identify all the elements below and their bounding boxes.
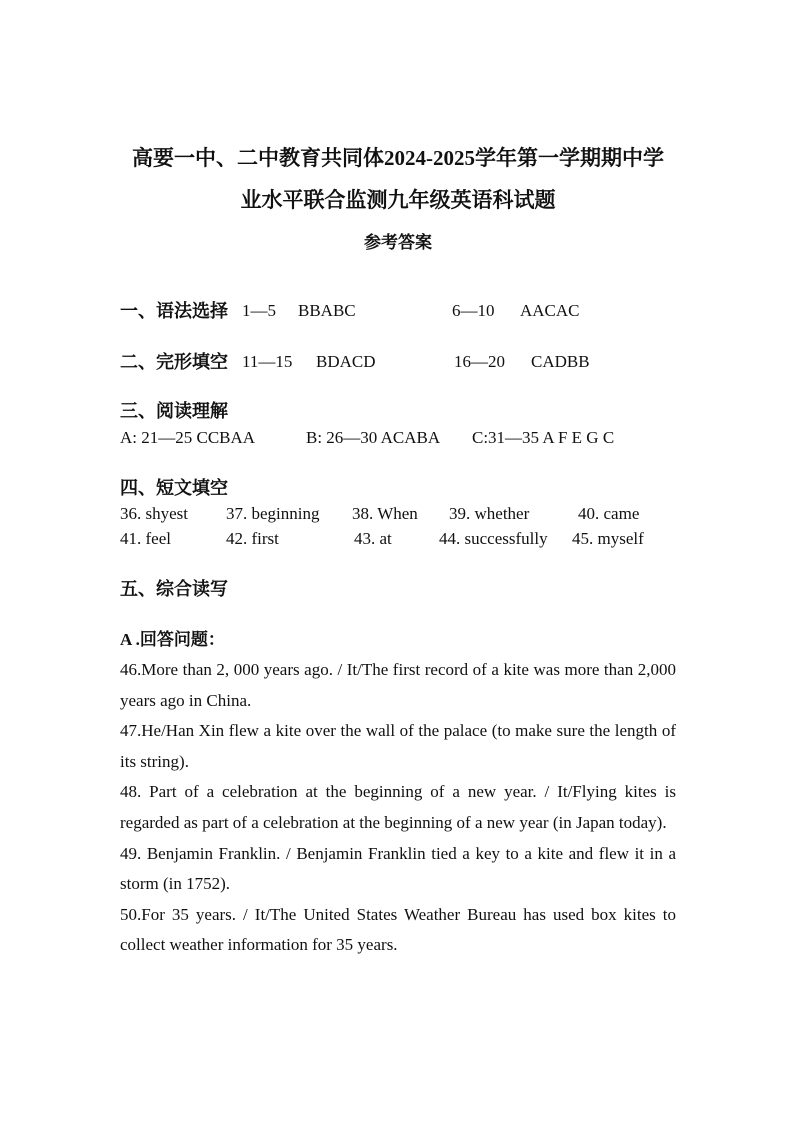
fill-answer: 44. successfully bbox=[439, 529, 548, 548]
subtitle: 参考答案 bbox=[364, 233, 432, 252]
answers: BBABC bbox=[298, 301, 356, 320]
answer-48: 48. Part of a celebration at the beginning of a new year. / It/Flying kites is regarded as part of a celebration at the beginning of a new year (in Japan today). bbox=[120, 782, 676, 832]
range: 1—5 bbox=[242, 301, 276, 320]
answers: AACAC bbox=[520, 301, 580, 320]
answer-47: 47.He/Han Xin flew a kite over the wall of the palace (to make sure the length of its string). bbox=[120, 721, 676, 771]
title-line-2: 业水平联合监测九年级英语科试题 bbox=[240, 188, 556, 212]
part-a-heading: A .回答问题： bbox=[120, 630, 225, 649]
answer-50: 50.For 35 years. / It/The United States Weather Bureau has used box kites to collect weather information for 35 years. bbox=[120, 904, 676, 955]
fill-answer: 40. came bbox=[578, 504, 640, 523]
section-reading-label: 三、阅读理解 bbox=[120, 401, 228, 421]
section-label: 二、完形填空 bbox=[120, 352, 228, 372]
fill-answer: 37. beginning bbox=[226, 504, 320, 523]
part-a: A: 21—25 CCBAA bbox=[120, 428, 256, 447]
answers: CADBB bbox=[531, 352, 590, 371]
fill-answer: 39. whether bbox=[449, 504, 530, 523]
part-b: B: 26—30 ACABA bbox=[306, 428, 441, 447]
section-fill-label: 四、短文填空 bbox=[120, 478, 228, 498]
title-line-1: 高要一中、二中教育共同体2024-2025学年第一学期期中学 bbox=[132, 146, 664, 170]
answers: BDACD bbox=[316, 352, 376, 371]
range: 11—15 bbox=[242, 352, 293, 371]
fill-answer: 45. myself bbox=[572, 529, 644, 548]
fill-answer: 42. first bbox=[226, 529, 279, 548]
section-label: 一、语法选择 bbox=[120, 301, 228, 321]
fill-answer: 38. When bbox=[352, 504, 418, 523]
answer-49: 49. Benjamin Franklin. / Benjamin Franklin tied a key to a kite and flew it in a storm (in 1752). bbox=[120, 843, 676, 894]
range: 16—20 bbox=[454, 352, 505, 371]
range: 6—10 bbox=[452, 301, 495, 320]
section-writing-label: 五、综合读写 bbox=[120, 579, 228, 599]
qa-answers bbox=[120, 655, 676, 961]
part-c: C:31—35 A F E G C bbox=[472, 428, 615, 447]
fill-answer: 43. at bbox=[354, 529, 392, 548]
answer-46: 46.More than 2, 000 years ago. / It/The first record of a kite was more than 2,000 years ago in China. bbox=[120, 660, 676, 710]
fill-answer: 36. shyest bbox=[120, 504, 188, 523]
fill-answer: 41. feel bbox=[120, 529, 171, 548]
